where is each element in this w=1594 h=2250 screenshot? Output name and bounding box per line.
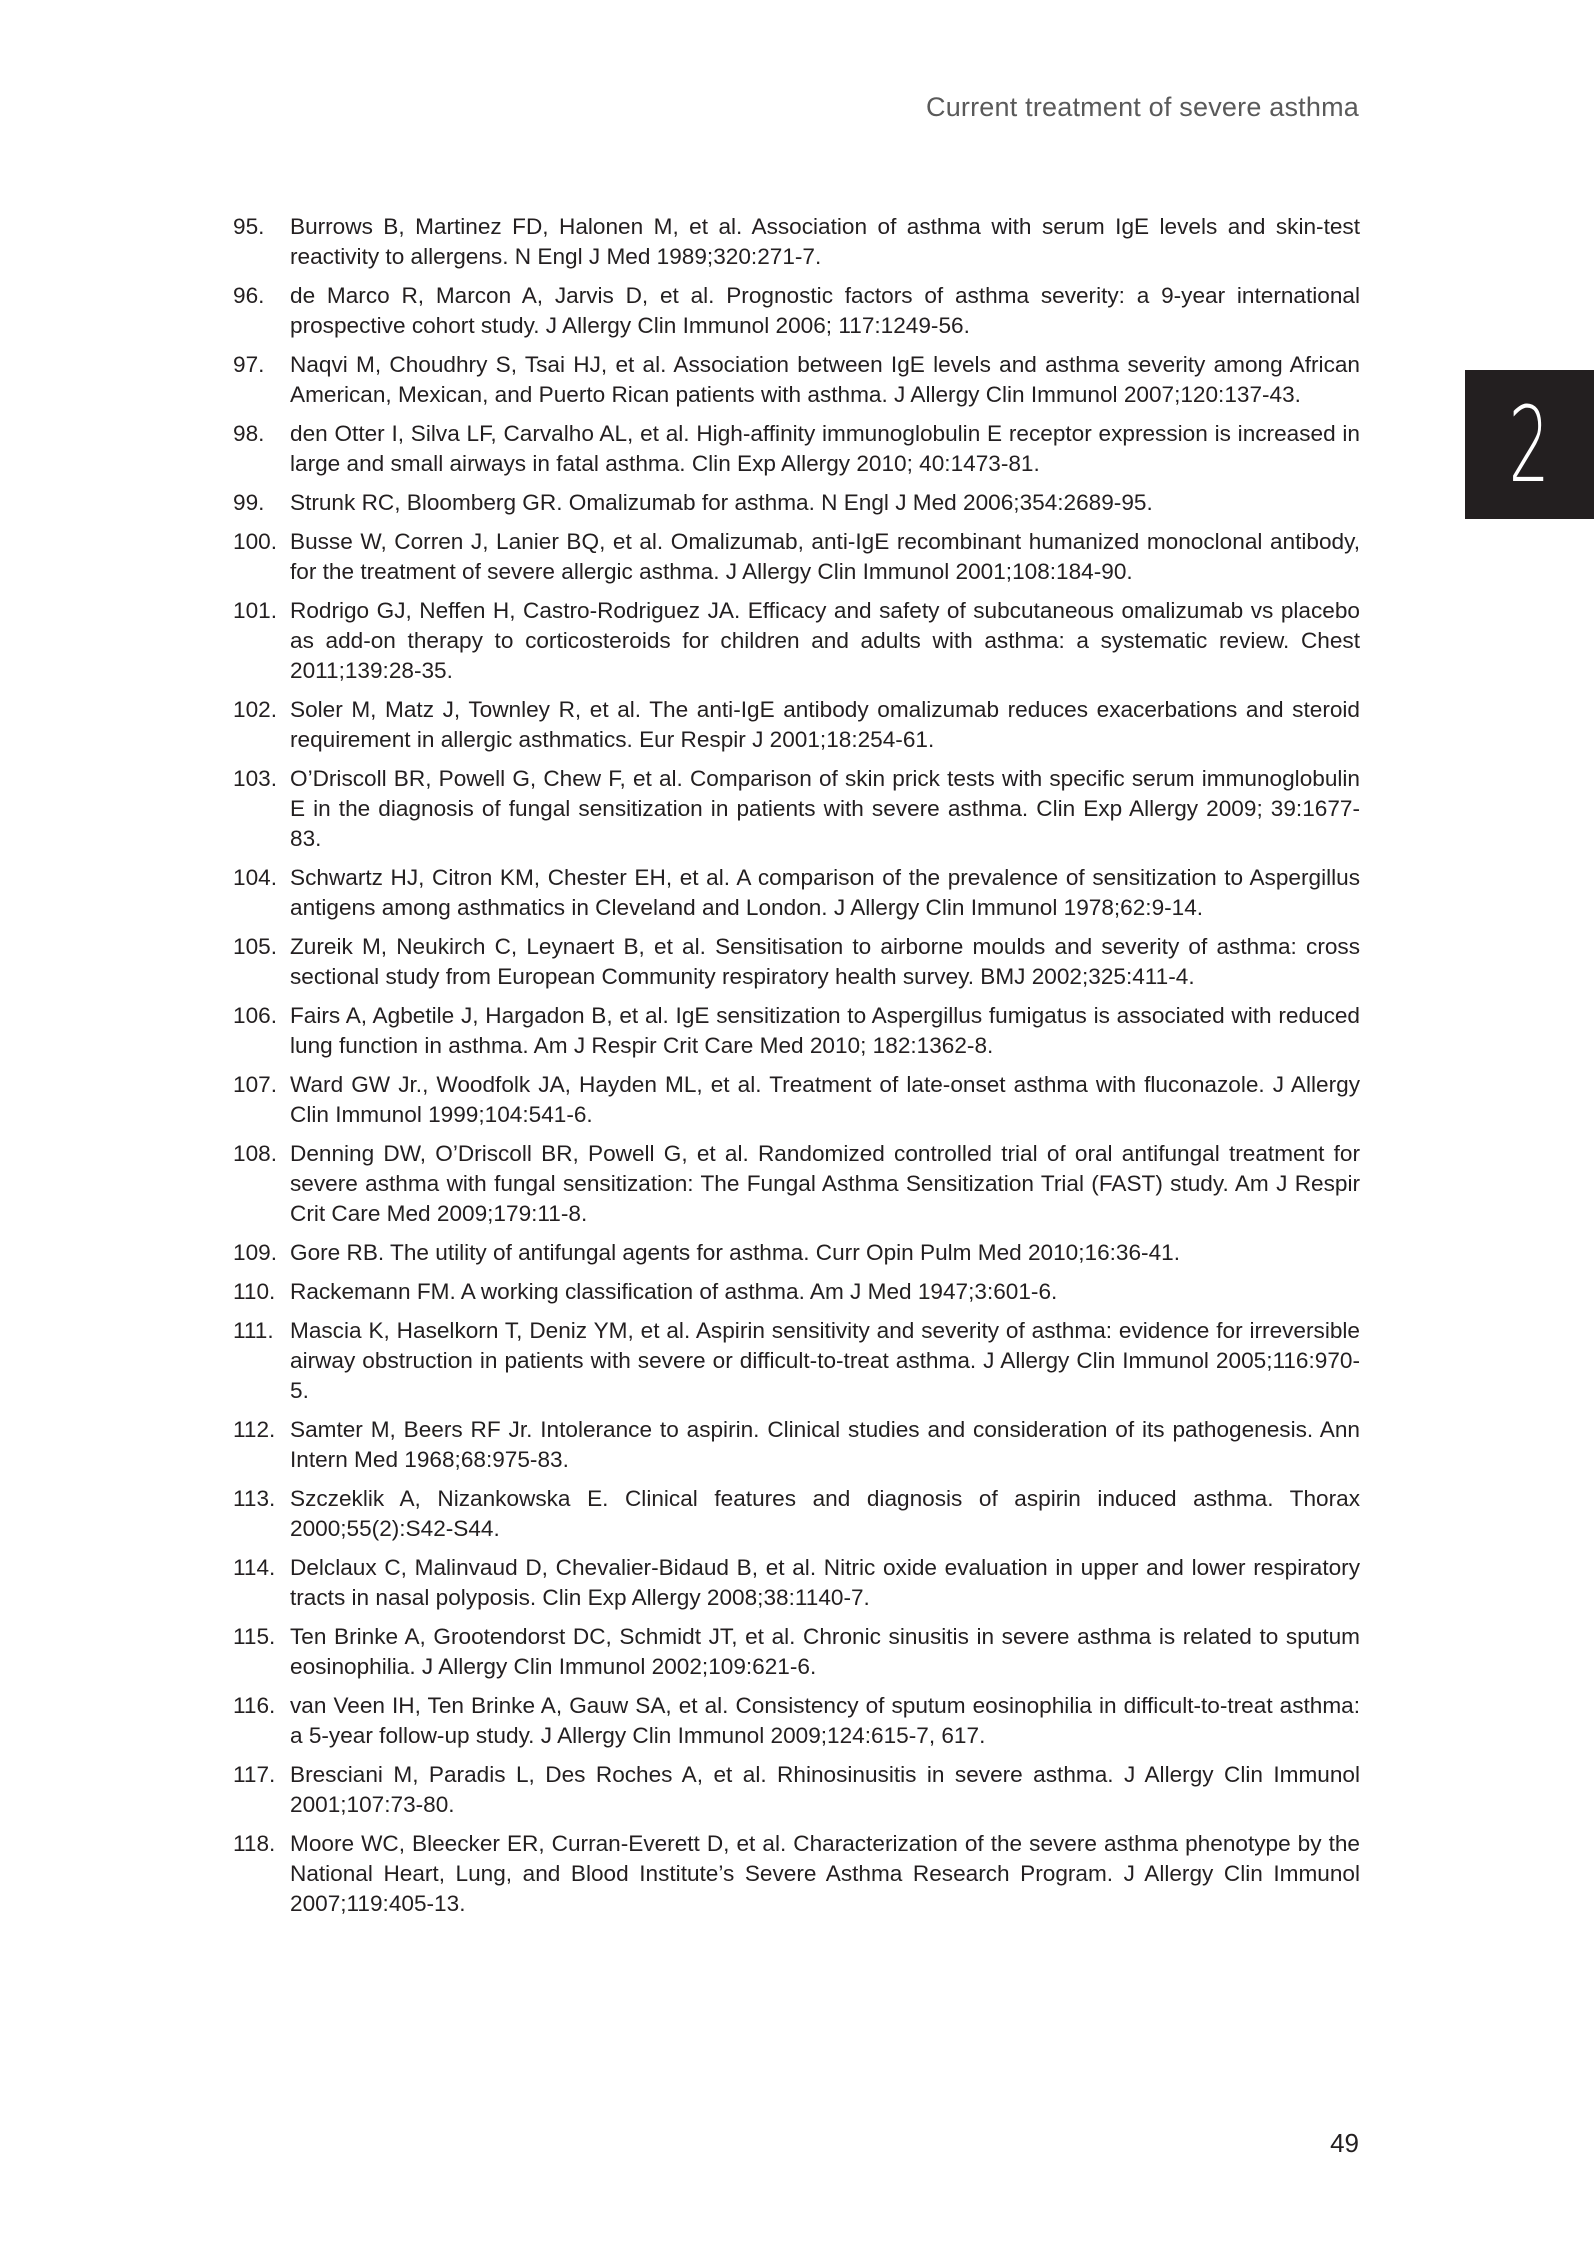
reference-text: O’Driscoll BR, Powell G, Chew F, et al. Comparison of skin prick tests with specific serum immunoglobulin E in the diagnosis of fungal sensitization in patients with severe asthma. Clin Exp Allergy 2009; 39:1677-83. xyxy=(290,766,1360,851)
reference-item xyxy=(233,1316,1360,1406)
reference-item xyxy=(233,932,1360,992)
reference-item xyxy=(233,1277,1360,1307)
reference-text: van Veen IH, Ten Brinke A, Gauw SA, et al. Consistency of sputum eosinophilia in difficult-to-treat asthma: a 5-year follow-up study. J Allergy Clin Immunol 2009;124:615-7, 617. xyxy=(290,1693,1360,1748)
reference-number: 117. xyxy=(233,1762,276,1787)
reference-number: 111. xyxy=(233,1318,274,1343)
reference-text: Burrows B, Martinez FD, Halonen M, et al. Association of asthma with serum IgE levels and skin-test reactivity to allergens. N Engl J Med 1989;320:271-7. xyxy=(290,214,1360,269)
reference-text: Naqvi M, Choudhry S, Tsai HJ, et al. Association between IgE levels and asthma severity among African American, Mexican, and Puerto Rican patients with asthma. J Allergy Clin Immunol 2007;120:137-43. xyxy=(290,352,1360,407)
reference-item xyxy=(233,1829,1360,1919)
reference-text: Delclaux C, Malinvaud D, Chevalier-Bidaud B, et al. Nitric oxide evaluation in upper and lower respiratory tracts in nasal polyposis. Clin Exp Allergy 2008;38:1140-7. xyxy=(290,1555,1360,1610)
reference-number: 96. xyxy=(233,283,265,308)
reference-list xyxy=(233,212,1360,1928)
reference-item xyxy=(233,1001,1360,1061)
reference-item xyxy=(233,527,1360,587)
reference-number: 107. xyxy=(233,1072,277,1097)
reference-text: Bresciani M, Paradis L, Des Roches A, et al. Rhinosinusitis in severe asthma. J Allergy Clin Immunol 2001;107:73-80. xyxy=(290,1762,1360,1817)
reference-item xyxy=(233,1760,1360,1820)
reference-number: 112. xyxy=(233,1417,276,1442)
reference-item xyxy=(233,1622,1360,1682)
reference-item xyxy=(233,350,1360,410)
reference-item xyxy=(233,1415,1360,1475)
reference-item xyxy=(233,1070,1360,1130)
reference-number: 100. xyxy=(233,529,277,554)
reference-text: de Marco R, Marcon A, Jarvis D, et al. Prognostic factors of asthma severity: a 9-year international prospective cohort study. J Allergy Clin Immunol 2006; 117:1249-56. xyxy=(290,283,1360,338)
reference-text: Ward GW Jr., Woodfolk JA, Hayden ML, et al. Treatment of late-onset asthma with fluconazole. J Allergy Clin Immunol 1999;104:541-6. xyxy=(290,1072,1360,1127)
reference-number: 109. xyxy=(233,1240,277,1265)
reference-number: 108. xyxy=(233,1141,277,1166)
reference-text: Busse W, Corren J, Lanier BQ, et al. Omalizumab, anti-IgE recombinant humanized monoclonal antibody, for the treatment of severe allergic asthma. J Allergy Clin Immunol 2001;108:184-90. xyxy=(290,529,1360,584)
reference-text: Rackemann FM. A working classification of asthma. Am J Med 1947;3:601-6. xyxy=(290,1279,1058,1304)
reference-number: 103. xyxy=(233,766,277,791)
reference-number: 102. xyxy=(233,697,277,722)
reference-item xyxy=(233,764,1360,854)
page-number: 49 xyxy=(1330,2128,1359,2158)
reference-text: Samter M, Beers RF Jr. Intolerance to aspirin. Clinical studies and consideration of its pathogenesis. Ann Intern Med 1968;68:975-83. xyxy=(290,1417,1360,1472)
reference-text: Zureik M, Neukirch C, Leynaert B, et al. Sensitisation to airborne moulds and severity of asthma: cross sectional study from European Community respiratory health survey. BMJ 2002;325:411-4. xyxy=(290,934,1360,989)
reference-text: Ten Brinke A, Grootendorst DC, Schmidt JT, et al. Chronic sinusitis in severe asthma is related to sputum eosinophilia. J Allergy Clin Immunol 2002;109:621-6. xyxy=(290,1624,1360,1679)
reference-item xyxy=(233,281,1360,341)
reference-number: 118. xyxy=(233,1831,276,1856)
reference-number: 95. xyxy=(233,214,265,239)
reference-text: Szczeklik A, Nizankowska E. Clinical features and diagnosis of aspirin induced asthma. Thorax 2000;55(2):S42-S44. xyxy=(290,1486,1360,1541)
reference-number: 97. xyxy=(233,352,265,377)
reference-item xyxy=(233,596,1360,686)
reference-text: Soler M, Matz J, Townley R, et al. The anti-IgE antibody omalizumab reduces exacerbations and steroid requirement in allergic asthmatics. Eur Respir J 2001;18:254-61. xyxy=(290,697,1360,752)
reference-number: 110. xyxy=(233,1279,276,1304)
reference-number: 115. xyxy=(233,1624,276,1649)
reference-number: 114. xyxy=(233,1555,276,1580)
reference-number: 116. xyxy=(233,1693,276,1718)
reference-text: Moore WC, Bleecker ER, Curran-Everett D, et al. Characterization of the severe asthma phenotype by the National Heart, Lung, and Blood Institute’s Severe Asthma Research Program. J Allergy Clin Immunol 2007;119:405-13. xyxy=(290,1831,1360,1916)
reference-item xyxy=(233,695,1360,755)
reference-item xyxy=(233,863,1360,923)
reference-item xyxy=(233,1484,1360,1544)
reference-text: Gore RB. The utility of antifungal agents for asthma. Curr Opin Pulm Med 2010;16:36-41. xyxy=(290,1240,1180,1265)
reference-number: 101. xyxy=(233,598,277,623)
reference-text: Strunk RC, Bloomberg GR. Omalizumab for asthma. N Engl J Med 2006;354:2689-95. xyxy=(290,490,1153,515)
reference-text: Denning DW, O’Driscoll BR, Powell G, et al. Randomized controlled trial of oral antifungal treatment for severe asthma with fungal sensitization: The Fungal Asthma Sensitization Trial (FAST) study. Am J Respir Crit Care Med 2009;179:11-8. xyxy=(290,1141,1360,1226)
reference-text: Fairs A, Agbetile J, Hargadon B, et al. IgE sensitization to Aspergillus fumigatus is associated with reduced lung function in asthma. Am J Respir Crit Care Med 2010; 182:1362-8. xyxy=(290,1003,1360,1058)
reference-item xyxy=(233,1691,1360,1751)
reference-number: 104. xyxy=(233,865,277,890)
running-header: Current treatment of severe asthma xyxy=(926,92,1359,122)
reference-number: 106. xyxy=(233,1003,277,1028)
reference-item xyxy=(233,419,1360,479)
reference-number: 113. xyxy=(233,1486,276,1511)
reference-text: Rodrigo GJ, Neffen H, Castro-Rodriguez JA. Efficacy and safety of subcutaneous omalizumab vs placebo as add-on therapy to corticosteroids for children and adults with asthma: a systematic review. Chest 2011;139:28-35. xyxy=(290,598,1360,683)
chapter-number: 2 xyxy=(1508,383,1551,506)
reference-text: den Otter I, Silva LF, Carvalho AL, et al. High-affinity immunoglobulin E receptor expression is increased in large and small airways in fatal asthma. Clin Exp Allergy 2010; 40:1473-81. xyxy=(290,421,1360,476)
reference-number: 99. xyxy=(233,490,265,515)
reference-item xyxy=(233,1238,1360,1268)
reference-number: 98. xyxy=(233,421,265,446)
reference-text: Mascia K, Haselkorn T, Deniz YM, et al. Aspirin sensitivity and severity of asthma: evidence for irreversible airway obstruction in patients with severe or difficult-to-treat asthma. J Allergy Clin Immunol 2005;116:970-5. xyxy=(290,1318,1360,1403)
reference-item xyxy=(233,212,1360,272)
reference-item xyxy=(233,1553,1360,1613)
reference-item xyxy=(233,488,1360,518)
reference-number: 105. xyxy=(233,934,277,959)
reference-item xyxy=(233,1139,1360,1229)
chapter-tab xyxy=(1465,370,1594,519)
reference-text: Schwartz HJ, Citron KM, Chester EH, et al. A comparison of the prevalence of sensitization to Aspergillus antigens among asthmatics in Cleveland and London. J Allergy Clin Immunol 1978;62:9-14. xyxy=(290,865,1360,920)
